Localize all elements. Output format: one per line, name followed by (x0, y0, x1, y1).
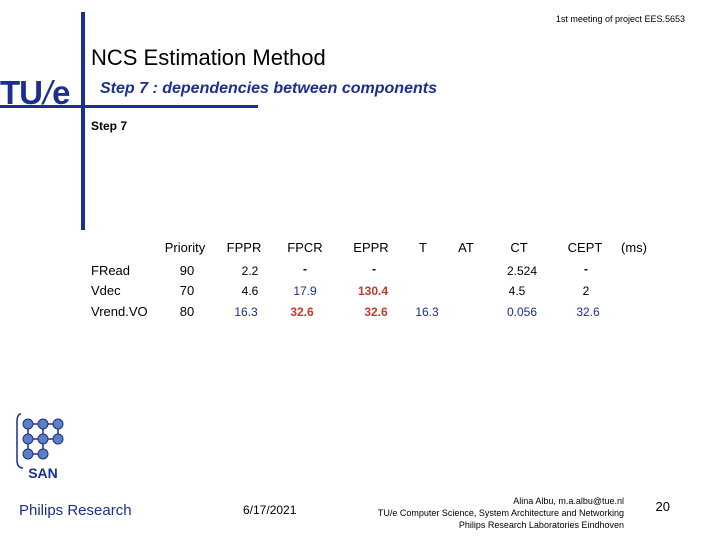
cell-cept: - (584, 262, 588, 276)
col-cept: CEPT (567, 240, 603, 255)
san-logo (13, 410, 73, 482)
row-label-fread: FRead (91, 263, 131, 278)
san-network-icon (13, 410, 73, 482)
slide-subtitle: Step 7 : dependencies between components (100, 80, 437, 97)
col-fpcr: FPCR (287, 240, 323, 255)
row-label-vdec: Vdec (91, 283, 121, 298)
san-logo-text: SAN (28, 465, 58, 481)
logo-slash: / (43, 74, 52, 111)
footer-organization: Philips Research (19, 502, 132, 519)
cell-eppr: 32.6 (364, 305, 388, 319)
cell-ct: 2.524 (506, 264, 538, 278)
vertical-accent-bar (81, 12, 85, 230)
cell-cept: 32.6 (576, 305, 600, 319)
cell-priority: 70 (179, 283, 195, 298)
cell-fppr: 4.6 (241, 284, 259, 298)
footer-lab: Philips Research Laboratories Eindhoven (458, 520, 624, 530)
cell-t: 16.3 (415, 305, 439, 319)
slide-title: NCS Estimation Method (91, 45, 326, 70)
cell-priority: 90 (179, 263, 195, 278)
cell-fpcr: - (303, 262, 307, 276)
cell-fpcr: 17.9 (293, 284, 317, 298)
col-eppr: EPPR (353, 240, 389, 255)
col-ct: CT (510, 240, 528, 255)
page-number: 20 (655, 499, 670, 514)
cell-eppr: - (372, 262, 376, 276)
row-label-vrend-vo: Vrend.VO (91, 304, 148, 319)
footer-author: Alina Albu, m.a.albu@tue.nl (513, 496, 624, 506)
cell-ct: 4.5 (508, 284, 526, 298)
logo-text-b: e (52, 74, 70, 111)
tue-logo (0, 74, 70, 112)
meeting-label: 1st meeting of project EES.5653 (555, 14, 685, 24)
footer-author-info (378, 495, 624, 531)
col-priority: Priority (164, 240, 206, 255)
col-fppr: FPPR (226, 240, 262, 255)
step-label: Step 7 (91, 119, 128, 133)
cell-fppr: 2.2 (241, 264, 259, 278)
cell-eppr: 130.4 (357, 284, 389, 298)
col-t: T (419, 240, 427, 255)
cell-cept: 2 (582, 284, 590, 298)
footer-date: 6/17/2021 (243, 503, 297, 517)
cell-fpcr: 32.6 (290, 305, 314, 319)
cell-priority: 80 (179, 304, 195, 319)
cell-ct: 0.056 (506, 305, 538, 319)
logo-text-a: TU (0, 74, 42, 111)
cell-fppr: 16.3 (234, 305, 258, 319)
footer-department: TU/e Computer Science, System Architecture and Networking (377, 508, 624, 518)
col-unit: (ms) (621, 240, 647, 255)
col-at: AT (458, 240, 474, 255)
